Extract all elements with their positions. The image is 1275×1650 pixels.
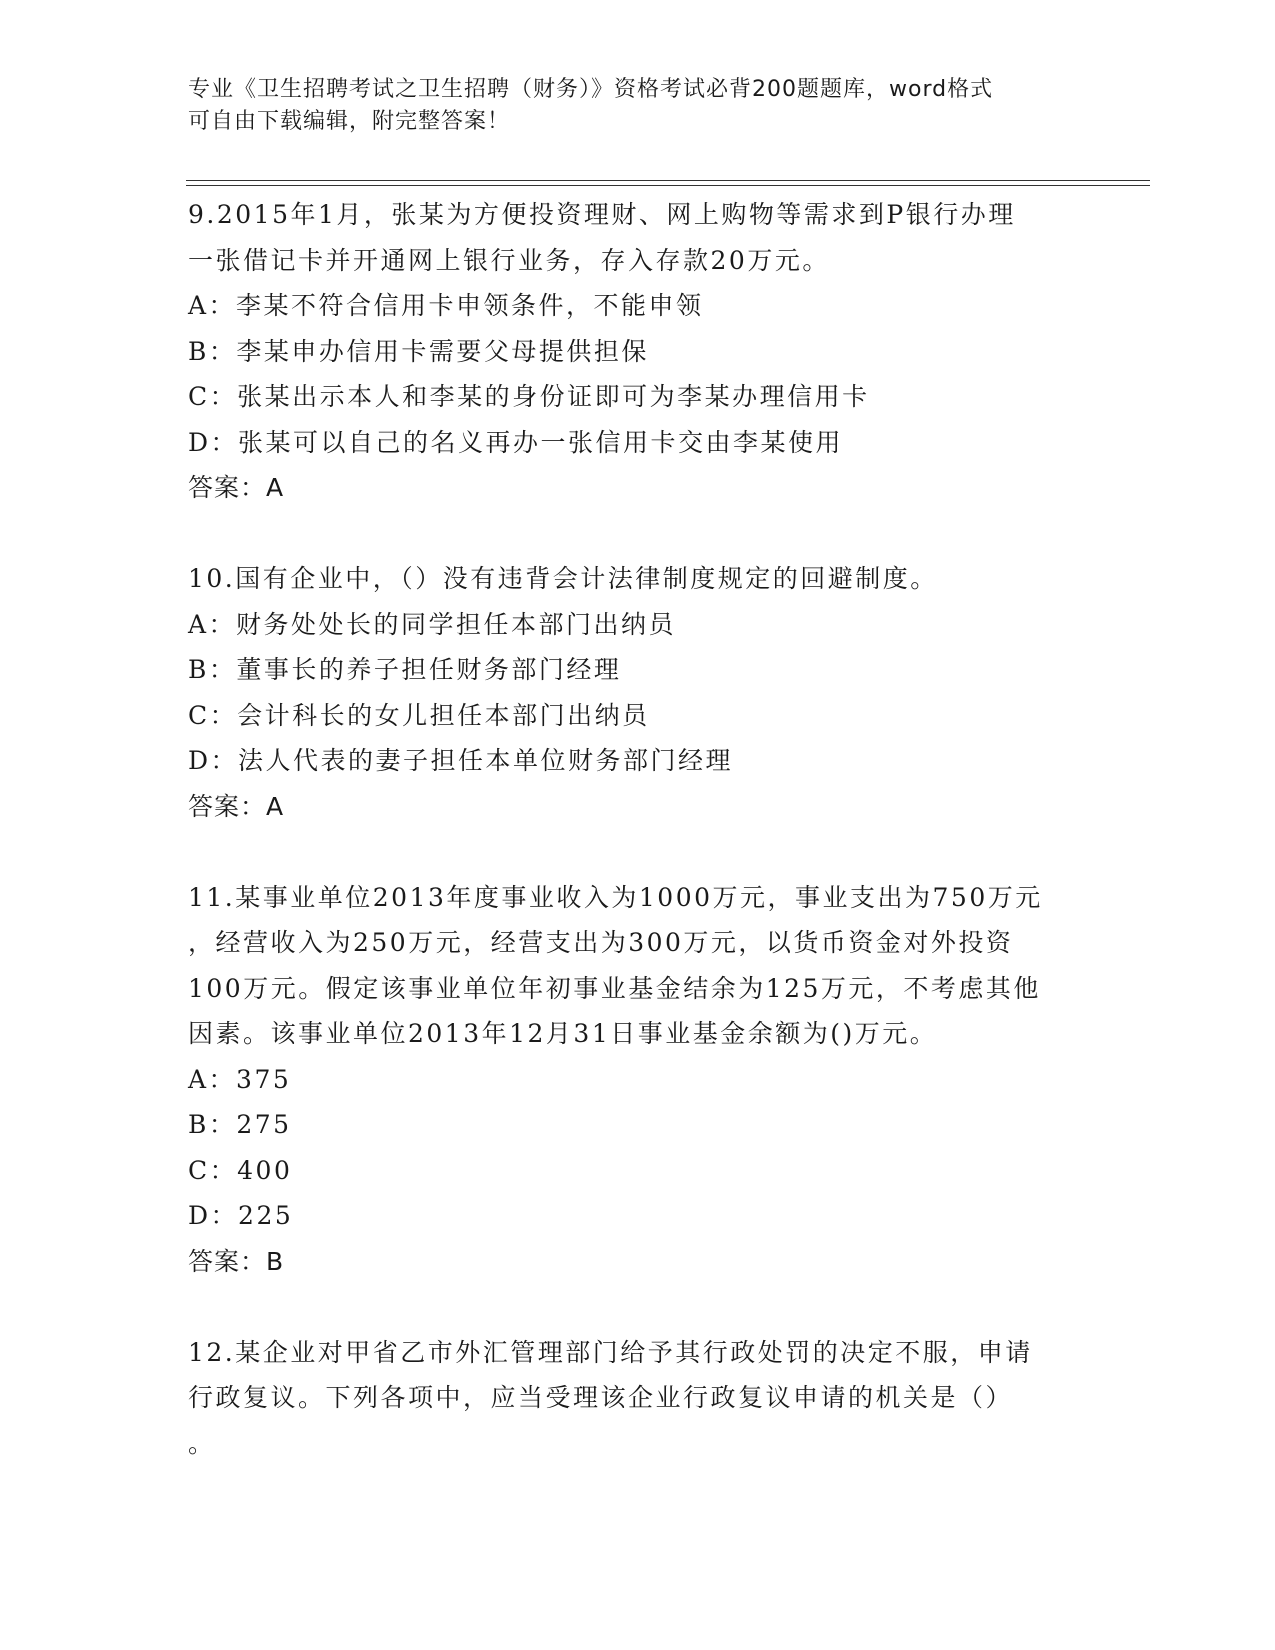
option-d: D：法人代表的妻子担任本单位财务部门经理 [188, 746, 734, 775]
option-b: B：275 [188, 1110, 292, 1139]
question-stem-line: 9.2015年1月，张某为方便投资理财、网上购物等需求到P银行办理 [188, 200, 1016, 229]
answer-label: 答案：A [188, 791, 285, 821]
question-spacer [188, 1284, 1088, 1330]
option-a: A：李某不符合信用卡申领条件，不能申领 [188, 291, 704, 320]
option-c: C：会计科长的女儿担任本部门出纳员 [188, 700, 650, 730]
document-header [188, 74, 1088, 138]
question-stem-line: 12.某企业对甲省乙市外汇管理部门给予其行政处罚的决定不服，申请 [188, 1337, 1033, 1367]
question-stem-line: 一张借记卡并开通网上银行业务，存入存款20万元。 [188, 245, 830, 275]
header-line-1: 专业《卫生招聘考试之卫生招聘（财务）》资格考试必背200题题库，word格式 [188, 77, 994, 102]
question-list [188, 192, 1088, 1466]
question-spacer [188, 511, 1088, 557]
option-a: A：375 [188, 1064, 292, 1094]
question-stem-line: 因素。该事业单位2013年12月31日事业基金余额为()万元。 [188, 1019, 938, 1048]
option-b: B：董事长的养子担任财务部门经理 [188, 655, 622, 684]
option-d: D：225 [188, 1201, 294, 1230]
question-stem-line: 行政复议。下列各项中，应当受理该企业行政复议申请的机关是（） [188, 1383, 1014, 1412]
question-stem-line: 11.某事业单位2013年度事业收入为1000万元，事业支出为750万元 [188, 882, 1043, 912]
question-9 [188, 192, 1088, 511]
question-11 [188, 875, 1088, 1285]
question-spacer [188, 829, 1088, 875]
option-c: C：400 [188, 1155, 293, 1185]
option-c: C：张某出示本人和李某的身份证即可为李某办理信用卡 [188, 382, 870, 411]
option-a: A：财务处处长的同学担任本部门出纳员 [188, 609, 677, 639]
question-10 [188, 556, 1088, 829]
header-divider-bottom [186, 185, 1150, 186]
header-line-2: 可自由下载编辑，附完整答案！ [188, 109, 511, 134]
option-b: B：李某申办信用卡需要父母提供担保 [188, 336, 649, 366]
option-d: D：张某可以自己的名义再办一张信用卡交由李某使用 [188, 427, 844, 457]
question-stem-line: 。 [188, 1428, 216, 1458]
question-stem-line: ，经营收入为250万元，经营支出为300万元，以货币资金对外投资 [188, 928, 1014, 957]
question-stem-line: 10.国有企业中，（）没有违背会计法律制度规定的回避制度。 [188, 564, 938, 593]
answer-label: 答案：A [188, 473, 285, 502]
answer-label: 答案：B [188, 1246, 285, 1276]
header-divider-top [186, 180, 1150, 181]
question-12 [188, 1330, 1088, 1467]
question-stem-line: 100万元。假定该事业单位年初事业基金结余为125万元，不考虑其他 [188, 973, 1041, 1003]
